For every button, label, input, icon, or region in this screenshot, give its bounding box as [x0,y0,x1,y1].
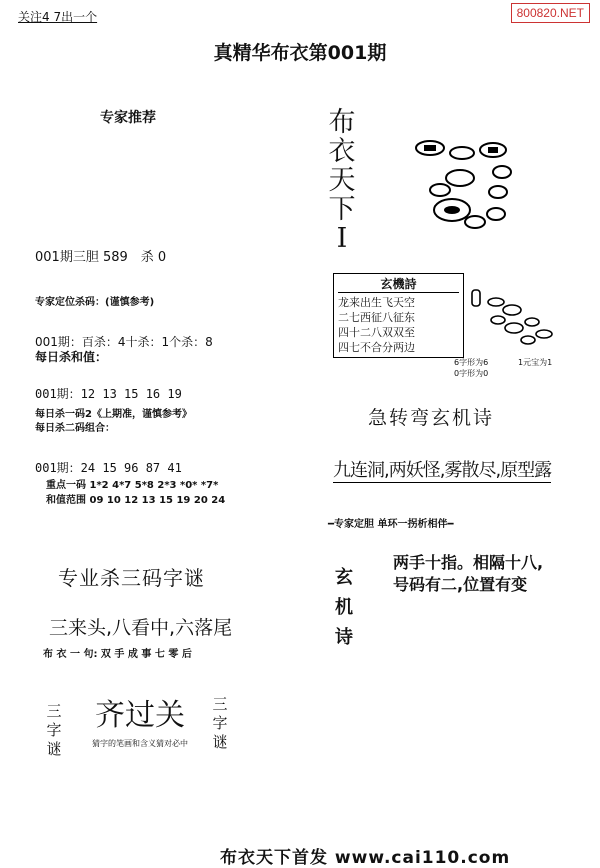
big-verse-text: 九连洞,两妖怪,雾散尽,原型露 [333,460,552,481]
three-gall-line: 001期三胆 589 杀 0 [35,250,167,265]
vertical-title-char: 衣 [328,136,356,167]
riddle-lines [393,552,543,596]
period-numbers: 001期：24 15 96 87 41 [35,461,182,475]
sum-range: 和值范围 09 10 12 13 15 19 20 24 [46,495,226,506]
kill3-riddle: 三来头,八看中,六落尾 [49,617,233,639]
vertical-title-char: 下 [328,194,356,225]
follow-note: 关注4 7出一个 [18,10,98,24]
big-verse [333,456,551,482]
key-one-code: 重点一码 1*2 4*7 5*8 2*3 *0* *7* [46,480,219,491]
vertical-title-char: 布 [328,107,356,138]
daily-numbers: 001期：12 13 15 16 19 [35,387,182,401]
poem-line: 龙来出生飞天空 [338,296,415,309]
kill3-title: 专业杀三码字谜 [58,566,205,590]
position-kill-detail: 001期：百杀：4十杀：1个杀：8 [35,335,213,349]
riddle-line: 两手十指。相隔十八, [393,553,544,572]
poem-line: 四七不合分两边 [338,341,415,354]
expert-heading: 专家推荐 [100,110,156,126]
coin-note: 0字形为0 [454,369,489,378]
position-kill-heading: 专家定位杀码：(谨慎参考) [35,297,155,308]
pass-hint: 猜字的笔画和含义猜对必中 [92,739,188,748]
coin-note: 1元宝为1 [518,358,553,367]
poem-line: 二七西征八征东 [338,311,415,324]
coin-note: 6字形为6 [454,358,489,367]
xuanji-poem-box [333,273,464,358]
vertical-poem-char: 诗 [335,627,353,648]
vertical-poem-char: 机 [335,597,353,618]
site-badge[interactable]: 800820.NET [511,3,590,23]
poem-line: 四十二八双双至 [338,326,415,339]
vertical-title-char: 天 [328,165,356,196]
riddle-poem-heading: 急转弯玄机诗 [368,407,495,429]
coin-snake-illustration [468,282,558,352]
coin-chain-illustration [400,128,528,238]
vertical-title [324,108,360,253]
footer-text[interactable]: 布衣天下首发 www.cai110.com [220,848,511,868]
vertical-poem-char: 玄 [335,567,353,588]
buyi-one-line: 布 衣 一 句: 双 手 成 事 七 零 后 [43,649,192,660]
dingdan-line: ━专家定胆 单环一拐析相伴━ [328,519,454,530]
poem-title: 玄機詩 [338,277,459,293]
daily-two-code: 每日杀二码组合： [35,423,115,434]
pass-title: 齐过关 [95,698,185,733]
riddle-line: 号码有二,位置有变 [393,575,528,594]
riddle-label-left: 三字谜 [46,702,62,758]
daily-one-code: 每日杀一码2《上期准，谨慎参考》 [35,409,192,420]
daily-kill-sum: 每日杀和值： [35,350,108,364]
page-title: 真精华布衣第001期 [213,42,387,64]
vertical-poem-label [333,563,355,653]
riddle-label-right: 三字谜 [212,695,228,751]
vertical-title-char: I [336,223,348,254]
